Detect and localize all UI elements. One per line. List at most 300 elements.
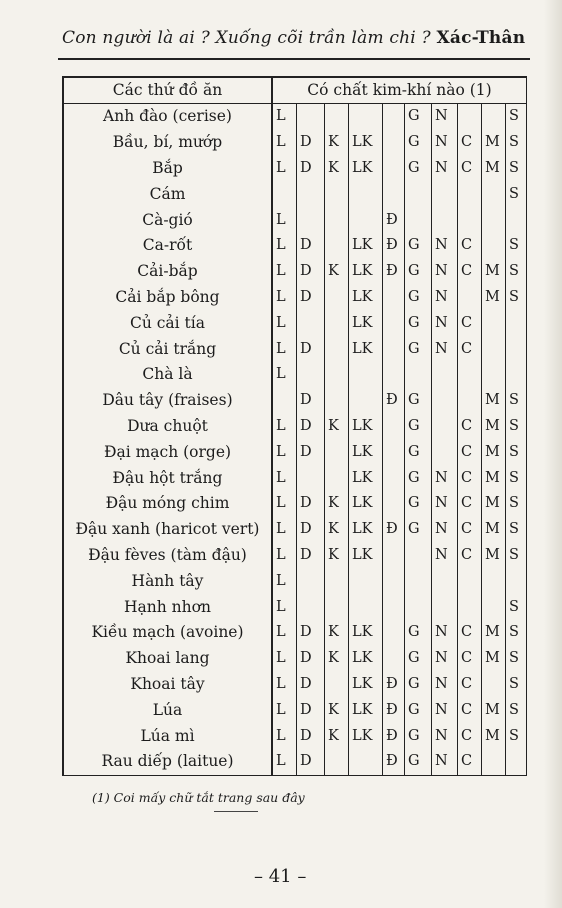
element-cell [482,336,506,362]
element-cell: L [272,697,297,723]
element-cell: M [482,697,506,723]
table-row [63,697,527,723]
element-cell: Đ [383,388,405,414]
element-cell: N [432,285,458,311]
element-cell [458,594,482,620]
element-cell: C [458,491,482,517]
element-cell: LK [349,543,383,569]
food-name-cell: Bắp [63,156,272,182]
element-cell [325,568,349,594]
element-cell: S [506,672,527,698]
element-cell: C [458,672,482,698]
page-edge-shadow [544,0,562,908]
element-cell [383,156,405,182]
table-header-row [63,77,527,104]
element-cell [458,104,482,130]
element-cell: G [405,646,432,672]
element-cell [405,594,432,620]
element-cell [482,181,506,207]
element-cell: G [405,233,432,259]
element-cell: L [272,207,297,233]
element-cell: L [272,104,297,130]
element-cell: N [432,310,458,336]
element-cell: N [432,672,458,698]
element-cell [297,465,325,491]
element-cell: S [506,517,527,543]
element-cell: L [272,439,297,465]
food-name-cell: Củ cải tía [63,310,272,336]
element-cell: LK [349,672,383,698]
element-cell: M [482,517,506,543]
element-cell [349,362,383,388]
element-cell: S [506,156,527,182]
element-cell: LK [349,259,383,285]
element-cell: D [297,439,325,465]
element-cell: S [506,594,527,620]
element-cell [383,104,405,130]
element-cell: M [482,388,506,414]
table-row [63,568,527,594]
element-cell [349,104,383,130]
element-cell: N [432,543,458,569]
element-cell: S [506,259,527,285]
element-cell: G [405,439,432,465]
element-cell: S [506,181,527,207]
element-cell: K [325,697,349,723]
element-cell: C [458,646,482,672]
food-name-cell: Hành tây [63,568,272,594]
element-cell [458,362,482,388]
page-number: – 41 – [254,866,307,887]
element-cell [325,181,349,207]
element-cell: S [506,646,527,672]
element-cell [383,414,405,440]
table-row [63,646,527,672]
element-cell: D [297,285,325,311]
element-cell [325,310,349,336]
element-cell: D [297,723,325,749]
element-cell [432,439,458,465]
element-cell: N [432,336,458,362]
table-row [63,543,527,569]
food-name-cell: Anh đào (cerise) [63,104,272,130]
element-cell [383,646,405,672]
element-cell [506,568,527,594]
element-cell [349,594,383,620]
element-cell [383,362,405,388]
food-name-cell: Chà là [63,362,272,388]
element-cell: S [506,285,527,311]
element-cell: D [297,388,325,414]
element-cell [432,388,458,414]
element-cell: Đ [383,723,405,749]
element-cell [325,104,349,130]
element-cell: L [272,414,297,440]
running-header [62,28,532,48]
element-cell: G [405,336,432,362]
element-cell: D [297,233,325,259]
table-row [63,130,527,156]
element-cell [482,362,506,388]
element-cell: Đ [383,207,405,233]
element-cell: L [272,130,297,156]
element-cell: L [272,723,297,749]
food-name-cell: Rau diếp (laitue) [63,749,272,775]
element-cell: N [432,259,458,285]
element-cell: L [272,310,297,336]
element-cell: M [482,130,506,156]
element-cell: M [482,620,506,646]
element-cell [432,568,458,594]
element-cell: C [458,723,482,749]
element-cell: L [272,336,297,362]
element-cell: C [458,259,482,285]
element-cell: L [272,594,297,620]
element-cell: G [405,285,432,311]
element-cell: L [272,259,297,285]
element-cell: G [405,414,432,440]
element-cell: G [405,491,432,517]
food-name-cell: Khoai lang [63,646,272,672]
element-cell: LK [349,646,383,672]
element-cell [458,388,482,414]
element-cell: K [325,517,349,543]
table-row [63,414,527,440]
element-cell: C [458,233,482,259]
header-rule [58,58,530,60]
food-name-cell: Đậu xanh (haricot vert) [63,517,272,543]
food-name-cell: Đại mạch (orge) [63,439,272,465]
element-cell [325,465,349,491]
element-cell: LK [349,439,383,465]
element-cell: C [458,620,482,646]
element-cell: LK [349,285,383,311]
element-cell: LK [349,723,383,749]
element-cell: LK [349,336,383,362]
element-cell: K [325,259,349,285]
element-cell: G [405,310,432,336]
element-cell: L [272,517,297,543]
element-cell: N [432,130,458,156]
food-name-cell: Đậu móng chim [63,491,272,517]
table-row [63,362,527,388]
food-name-cell: Cám [63,181,272,207]
element-cell: K [325,620,349,646]
element-cell: G [405,749,432,775]
element-cell: C [458,749,482,775]
element-cell [405,362,432,388]
element-cell [405,543,432,569]
element-cell: L [272,491,297,517]
element-cell: L [272,749,297,775]
food-name-cell: Lúa [63,697,272,723]
element-cell [482,310,506,336]
element-cell [405,568,432,594]
element-cell: K [325,156,349,182]
element-cell: M [482,646,506,672]
element-cell: D [297,414,325,440]
element-cell: D [297,646,325,672]
column-header-food: Các thứ đồ ăn [63,77,272,104]
element-cell [482,207,506,233]
element-cell [297,362,325,388]
element-cell: Đ [383,517,405,543]
element-cell [383,181,405,207]
element-cell: G [405,723,432,749]
element-cell: G [405,156,432,182]
element-cell: S [506,543,527,569]
element-cell: K [325,646,349,672]
element-cell [349,749,383,775]
element-cell: LK [349,465,383,491]
food-name-cell: Ca-rốt [63,233,272,259]
element-cell: L [272,362,297,388]
element-cell: C [458,310,482,336]
table-row [63,620,527,646]
element-cell: LK [349,414,383,440]
element-cell [349,181,383,207]
element-cell [458,568,482,594]
element-cell: LK [349,130,383,156]
element-cell: S [506,620,527,646]
table-row [63,723,527,749]
table-row [63,156,527,182]
table-row [63,749,527,775]
element-cell: S [506,491,527,517]
element-cell [482,104,506,130]
element-cell: C [458,439,482,465]
element-cell [432,181,458,207]
element-cell [383,491,405,517]
element-cell: L [272,233,297,259]
element-cell: S [506,130,527,156]
element-cell: C [458,697,482,723]
element-cell: Đ [383,233,405,259]
element-cell [325,336,349,362]
element-cell: K [325,414,349,440]
element-cell: LK [349,517,383,543]
element-cell: M [482,285,506,311]
element-cell: G [405,465,432,491]
footnote-rule [214,811,258,812]
element-cell [383,285,405,311]
element-cell: C [458,414,482,440]
element-cell [482,672,506,698]
element-cell [506,749,527,775]
food-minerals-table [62,76,527,776]
element-cell: K [325,723,349,749]
element-cell: L [272,156,297,182]
food-name-cell: Củ cải trắng [63,336,272,362]
element-cell: S [506,388,527,414]
element-cell: S [506,104,527,130]
element-cell [325,285,349,311]
element-cell: D [297,336,325,362]
element-cell [432,207,458,233]
element-cell [297,104,325,130]
element-cell: LK [349,491,383,517]
element-cell: D [297,620,325,646]
element-cell: L [272,620,297,646]
element-cell: G [405,517,432,543]
element-cell: M [482,156,506,182]
element-cell [383,620,405,646]
table-row [63,285,527,311]
element-cell [432,594,458,620]
table-row [63,439,527,465]
element-cell: N [432,491,458,517]
element-cell: L [272,646,297,672]
element-cell: C [458,156,482,182]
footnote: (1) Coi mấy chữ tắt trang sau đây [92,790,305,805]
food-name-cell: Lúa mì [63,723,272,749]
element-cell: D [297,672,325,698]
element-cell: N [432,233,458,259]
table-row [63,233,527,259]
element-cell: S [506,697,527,723]
element-cell: G [405,620,432,646]
food-name-cell: Đậu fèves (tàm đậu) [63,543,272,569]
element-cell [325,388,349,414]
element-cell: D [297,697,325,723]
element-cell [482,749,506,775]
element-cell: N [432,620,458,646]
element-cell [297,568,325,594]
element-cell [383,336,405,362]
element-cell: C [458,130,482,156]
element-cell: G [405,697,432,723]
element-cell: L [272,285,297,311]
food-name-cell: Cải bắp bông [63,285,272,311]
element-cell: S [506,465,527,491]
element-cell: S [506,233,527,259]
element-cell [383,130,405,156]
element-cell [458,207,482,233]
element-cell: Đ [383,697,405,723]
table-body [63,104,527,776]
element-cell: M [482,723,506,749]
element-cell: D [297,491,325,517]
element-cell: M [482,491,506,517]
element-cell: M [482,543,506,569]
element-cell [506,336,527,362]
element-cell: S [506,723,527,749]
column-header-elements: Có chất kim-khí nào (1) [272,77,527,104]
element-cell: N [432,465,458,491]
element-cell: N [432,646,458,672]
food-name-cell: Cà-gió [63,207,272,233]
element-cell: D [297,156,325,182]
element-cell [325,233,349,259]
element-cell [482,568,506,594]
table-row [63,259,527,285]
element-cell: LK [349,697,383,723]
element-cell: N [432,104,458,130]
element-cell [383,543,405,569]
element-cell [297,207,325,233]
element-cell: L [272,672,297,698]
element-cell [272,388,297,414]
element-cell [325,594,349,620]
element-cell: D [297,259,325,285]
element-cell: M [482,439,506,465]
header-title-italic: Con người là ai ? Xuống cõi trần làm chi ? [62,28,431,48]
element-cell [349,388,383,414]
element-cell [506,362,527,388]
table-row [63,672,527,698]
header-title-bold: Xác-Thân [436,28,526,48]
element-cell [405,181,432,207]
element-cell: D [297,543,325,569]
element-cell: N [432,697,458,723]
element-cell: Đ [383,259,405,285]
element-cell: M [482,259,506,285]
element-cell: K [325,130,349,156]
element-cell [325,362,349,388]
element-cell [349,207,383,233]
element-cell: C [458,543,482,569]
element-cell: K [325,543,349,569]
element-cell: G [405,130,432,156]
element-cell: L [272,568,297,594]
element-cell: N [432,156,458,182]
table-row [63,465,527,491]
table-row [63,310,527,336]
table-row [63,336,527,362]
table-row [63,517,527,543]
table-row [63,181,527,207]
element-cell: N [432,723,458,749]
element-cell [405,207,432,233]
element-cell: M [482,414,506,440]
element-cell [272,181,297,207]
element-cell: LK [349,310,383,336]
element-cell: D [297,130,325,156]
element-cell: L [272,543,297,569]
element-cell: M [482,465,506,491]
element-cell: G [405,104,432,130]
element-cell [383,465,405,491]
element-cell [325,439,349,465]
element-cell [432,414,458,440]
element-cell [383,439,405,465]
element-cell: C [458,336,482,362]
element-cell [297,181,325,207]
food-name-cell: Khoai tây [63,672,272,698]
element-cell [325,207,349,233]
table-row [63,388,527,414]
table-row [63,491,527,517]
element-cell: L [272,465,297,491]
food-name-cell: Dưa chuột [63,414,272,440]
food-name-cell: Bầu, bí, mướp [63,130,272,156]
element-cell: G [405,388,432,414]
element-cell: K [325,491,349,517]
element-cell: LK [349,233,383,259]
element-cell [432,362,458,388]
element-cell [383,568,405,594]
element-cell [297,594,325,620]
element-cell: D [297,517,325,543]
element-cell: Đ [383,672,405,698]
element-cell: G [405,259,432,285]
element-cell [482,233,506,259]
element-cell: S [506,439,527,465]
element-cell: Đ [383,749,405,775]
element-cell: G [405,672,432,698]
element-cell [383,594,405,620]
element-cell: LK [349,620,383,646]
